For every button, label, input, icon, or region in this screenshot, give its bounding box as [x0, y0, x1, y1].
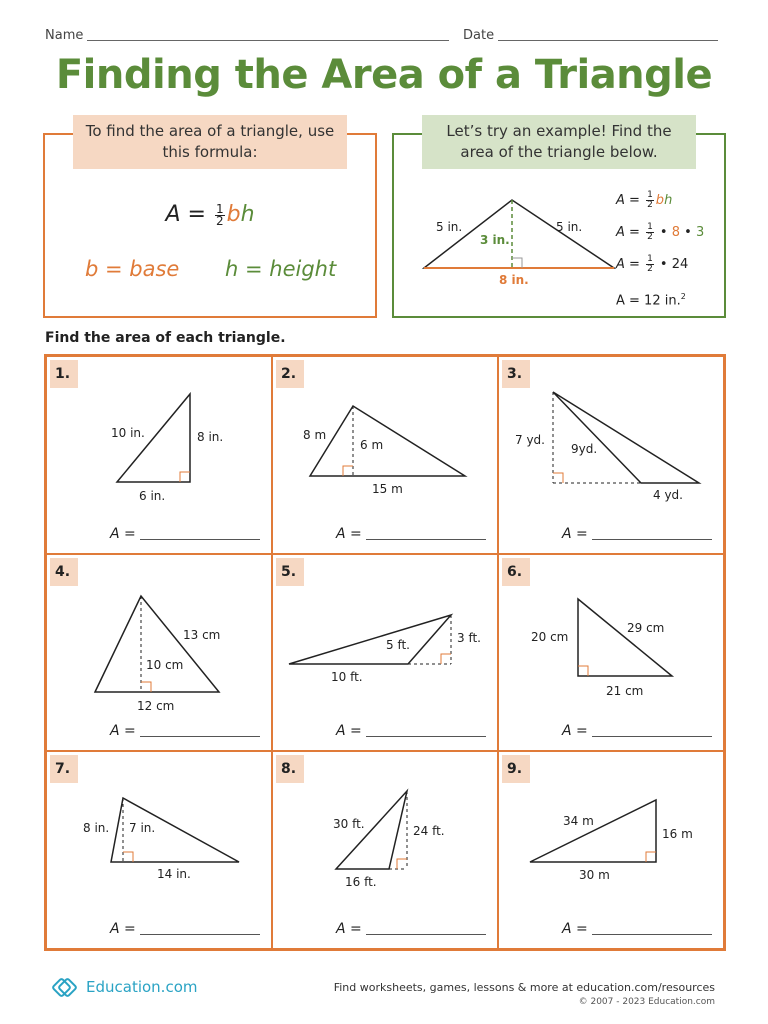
label: 5 ft.: [386, 637, 410, 652]
problem-number: 9.: [502, 755, 530, 783]
label: 29 cm: [627, 620, 665, 635]
problem-8: [272, 751, 498, 949]
triangle-2: [273, 357, 498, 554]
label: 3 ft.: [457, 630, 481, 645]
step-4: A = 12 in.$^2$: [616, 292, 686, 309]
label: 8 in.: [197, 430, 224, 444]
answer-blank[interactable]: A =: [336, 921, 486, 937]
footer-copyright: © 2007 - 2023 Education.com: [578, 997, 715, 1007]
label: 12 cm: [137, 698, 175, 713]
date-label: Date: [463, 28, 495, 43]
problem-5: [272, 554, 498, 752]
answer-blank[interactable]: A =: [336, 526, 486, 542]
example-side-right: 5 in.: [556, 220, 583, 234]
answer-blank[interactable]: A =: [110, 526, 260, 542]
legend-base: b = base: [85, 257, 180, 281]
formula-tab: To find the area of a triangle, use this formula:: [73, 115, 347, 169]
label: 34 m: [563, 814, 594, 829]
label: 8 in.: [83, 821, 110, 836]
logo-text: Education.com: [86, 978, 198, 996]
example-base: 8 in.: [499, 273, 529, 287]
problem-number: 7.: [50, 755, 78, 783]
name-field: [45, 28, 449, 43]
footer-info: [334, 980, 715, 1010]
half-fraction: $\frac{1}{2}$: [215, 201, 224, 228]
label: 6 in.: [139, 489, 166, 503]
label: 20 cm: [531, 629, 569, 644]
problem-number: 4.: [50, 558, 78, 586]
page-title: Finding the Area of a Triangle: [55, 52, 713, 98]
example-box: [392, 122, 726, 318]
answer-blank[interactable]: A =: [562, 921, 712, 937]
problem-number: 3.: [502, 360, 530, 388]
triangle-6: [499, 555, 724, 752]
label: 14 in.: [157, 867, 191, 882]
legend-height: h = height: [225, 257, 337, 281]
problem-number: 8.: [276, 755, 304, 783]
problem-9: [498, 751, 724, 949]
problem-2: [272, 356, 498, 554]
label: 7 in.: [129, 821, 156, 836]
label: 21 cm: [606, 683, 644, 698]
problems-grid: [44, 354, 726, 951]
problem-6: [498, 554, 724, 752]
triangle-7: [47, 752, 272, 949]
answer-blank[interactable]: A =: [110, 921, 260, 937]
answer-blank[interactable]: A =: [562, 723, 712, 739]
problem-3: [498, 356, 724, 554]
label: 10 cm: [146, 657, 184, 672]
label: 10 in.: [111, 426, 145, 440]
triangle-9: [499, 752, 724, 949]
education-logo[interactable]: [52, 972, 197, 1002]
label: 16 ft.: [345, 875, 377, 890]
label: 16 m: [662, 827, 693, 842]
step-3: A = $\frac{1}{2}$ • 24: [616, 254, 689, 274]
label: 30 m: [579, 868, 610, 883]
triangle-3: [499, 357, 724, 554]
problem-number: 5.: [276, 558, 304, 586]
example-tab: Let’s try an example! Find the area of the triangle below.: [422, 115, 696, 169]
problem-7: [46, 751, 272, 949]
example-side-left: 5 in.: [436, 220, 463, 234]
education-logo-icon: [52, 972, 82, 1002]
formula-lhs: A =: [165, 202, 213, 227]
footer-tagline[interactable]: Find worksheets, games, lessons & more at education.com/resources: [333, 981, 715, 994]
step-2: A = $\frac{1}{2}$ • 8 • 3: [616, 222, 705, 242]
answer-blank[interactable]: A =: [110, 723, 260, 739]
problem-number: 2.: [276, 360, 304, 388]
label: 13 cm: [183, 627, 221, 642]
label: 15 m: [372, 482, 403, 496]
label: 6 m: [360, 438, 384, 452]
answer-blank[interactable]: A =: [336, 723, 486, 739]
instructions: Find the area of each triangle.: [45, 330, 286, 346]
formula-h: h: [240, 202, 255, 227]
date-field: [463, 28, 718, 43]
example-steps: [616, 185, 704, 313]
triangle-1: [47, 357, 272, 554]
triangle-8: [273, 752, 498, 949]
triangle-5: [273, 555, 498, 752]
name-blank: [87, 29, 449, 41]
example-triangle: [414, 180, 624, 340]
formula-box: [43, 122, 377, 318]
name-label: Name: [45, 28, 84, 43]
problem-number: 6.: [502, 558, 530, 586]
label: 7 yd.: [515, 433, 545, 447]
formula-b: b: [226, 202, 241, 227]
example-height: 3 in.: [480, 233, 510, 247]
step-1: A = $\frac{1}{2}$ bh: [616, 190, 673, 210]
label: 4 yd.: [653, 488, 683, 502]
area-formula: [45, 202, 375, 227]
triangle-4: [47, 555, 272, 752]
date-blank: [498, 29, 718, 41]
label: 10 ft.: [331, 669, 363, 684]
problem-1: [46, 356, 272, 554]
problem-4: [46, 554, 272, 752]
answer-blank[interactable]: A =: [562, 526, 712, 542]
label: 24 ft.: [413, 824, 445, 839]
problem-number: 1.: [50, 360, 78, 388]
label: 9yd.: [571, 442, 598, 456]
label: 8 m: [303, 428, 327, 442]
label: 30 ft.: [333, 817, 365, 832]
